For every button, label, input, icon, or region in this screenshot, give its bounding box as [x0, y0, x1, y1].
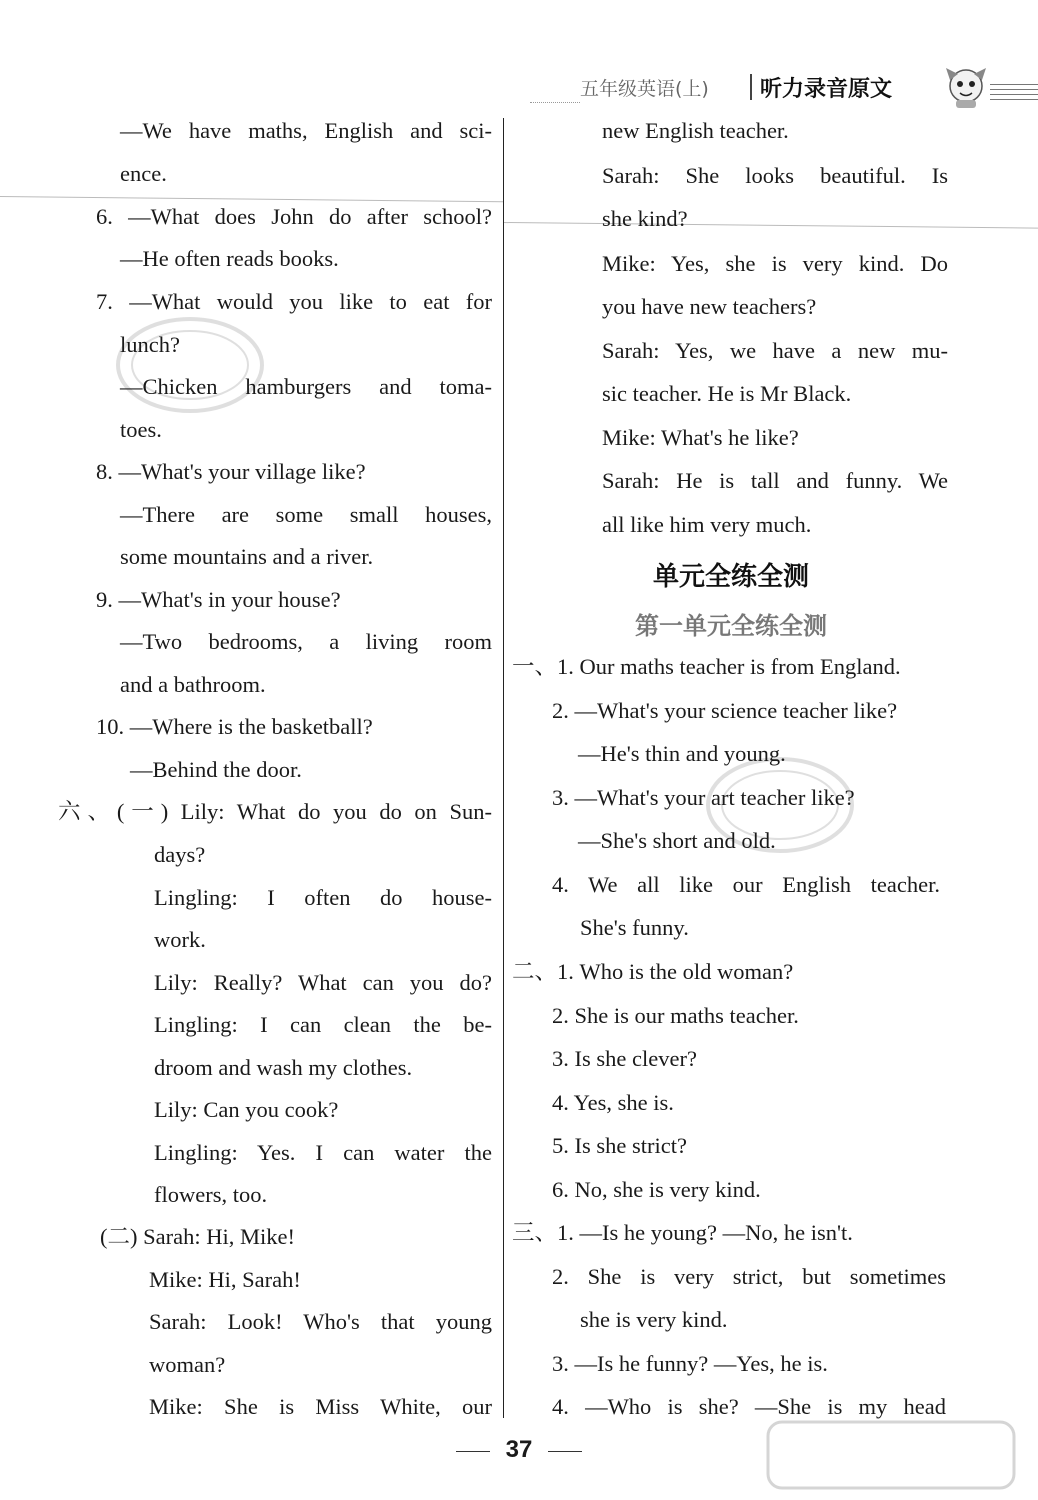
text-line: 2. —What's your science teacher like? — [552, 698, 898, 723]
text-line: 4. —Who is she? —She is my head — [552, 1394, 946, 1419]
text-line: Lingling: I often do house- — [154, 885, 492, 910]
text-line: droom and wash my clothes. — [154, 1055, 413, 1080]
text-line: 5. Is she strict? — [552, 1133, 687, 1158]
text-line: 3. Is she clever? — [552, 1046, 697, 1071]
column-divider — [503, 118, 504, 1418]
text-line: 2. She is our maths teacher. — [552, 1003, 799, 1028]
text-line: Sarah: Yes, we have a new mu- — [602, 338, 948, 363]
text-line: 一、1. Our maths teacher is from England. — [512, 654, 901, 679]
mascot-icon — [940, 64, 992, 110]
text-line: Mike: She is Miss White, our — [149, 1394, 492, 1419]
text-line: lunch? — [120, 332, 180, 357]
text-line: 7. —What would you like to eat for — [96, 289, 492, 314]
text-line: Lily: Can you cook? — [154, 1097, 339, 1122]
text-line: 9. —What's in your house? — [96, 587, 341, 612]
text-line: and a bathroom. — [120, 672, 266, 697]
text-line: —There are some small houses, — [120, 502, 492, 527]
text-line: 3. —What's your art teacher like? — [552, 785, 855, 810]
text-line: Mike: Yes, she is very kind. Do — [602, 251, 948, 276]
text-line: you have new teachers? — [602, 294, 817, 319]
text-line: 6. No, she is very kind. — [552, 1177, 761, 1202]
text-line: 3. —Is he funny? —Yes, he is. — [552, 1351, 828, 1376]
text-line: 三、1. —Is he young? —No, he isn't. — [512, 1220, 853, 1245]
text-line: 二、1. Who is the old woman? — [512, 959, 794, 984]
text-line: —She's short and old. — [578, 828, 776, 853]
text-line: She's funny. — [580, 915, 689, 940]
text-line: Lily: Really? What can you do? — [154, 970, 492, 995]
page-number: 37 — [505, 1436, 533, 1463]
text-line: Lingling: Yes. I can water the — [154, 1140, 492, 1165]
text-line: all like him very much. — [602, 512, 812, 537]
header-grade: 五年级英语(上) — [580, 78, 709, 100]
text-line: woman? — [149, 1352, 226, 1377]
section-heading: 单元全练全测 — [652, 562, 809, 592]
text-line: sic teacher. He is Mr Black. — [602, 381, 852, 406]
page-header — [520, 64, 1020, 114]
text-line: flowers, too. — [154, 1182, 268, 1207]
text-line: —He's thin and young. — [578, 741, 786, 766]
header-lines — [990, 84, 1038, 104]
text-line: some mountains and a river. — [120, 544, 374, 569]
text-line: Lingling: I can clean the be- — [154, 1012, 492, 1037]
text-line: —Chicken hamburgers and toma- — [120, 374, 492, 399]
text-line: ence. — [120, 161, 167, 186]
header-dots — [530, 92, 580, 103]
text-line: Sarah: Look! Who's that young — [149, 1309, 492, 1334]
header-divider — [750, 74, 752, 100]
text-line: —Behind the door. — [130, 757, 302, 782]
text-line: Mike: What's he like? — [602, 425, 799, 450]
text-line: Sarah: He is tall and funny. We — [602, 468, 948, 493]
section-subheading: 第一单元全练全测 — [635, 612, 827, 640]
text-line: 2. She is very strict, but sometimes — [552, 1264, 946, 1289]
text-line: work. — [154, 927, 206, 952]
text-line: toes. — [120, 417, 162, 442]
watermark-stamp-icon — [110, 310, 270, 420]
text-line: —Two bedrooms, a living room — [120, 629, 492, 654]
text-line: 4. We all like our English teacher. — [552, 872, 940, 897]
text-line: Mike: Hi, Sarah! — [149, 1267, 301, 1292]
text-line: days? — [154, 842, 206, 867]
text-line: 六、(一) Lily: What do you do on Sun- — [58, 799, 492, 824]
text-line: 4. Yes, she is. — [552, 1090, 674, 1115]
scan-line — [503, 222, 1038, 229]
text-line: 10. —Where is the basketball? — [96, 714, 373, 739]
text-line: 6. —What does John do after school? — [96, 204, 492, 229]
header-title: 听力录音原文 — [760, 77, 893, 102]
text-line: 8. —What's your village like? — [96, 459, 366, 484]
text-line: new English teacher. — [602, 118, 789, 143]
text-line: —He often reads books. — [120, 246, 339, 271]
watermark-logo — [766, 1420, 1016, 1490]
text-line: (二) Sarah: Hi, Mike! — [100, 1224, 295, 1249]
text-line: she kind? — [602, 206, 688, 231]
text-line: she is very kind. — [580, 1307, 728, 1332]
text-line: Sarah: She looks beautiful. Is — [602, 163, 948, 188]
text-line: —We have maths, English and sci- — [120, 118, 492, 143]
page-number-dash — [548, 1451, 582, 1452]
